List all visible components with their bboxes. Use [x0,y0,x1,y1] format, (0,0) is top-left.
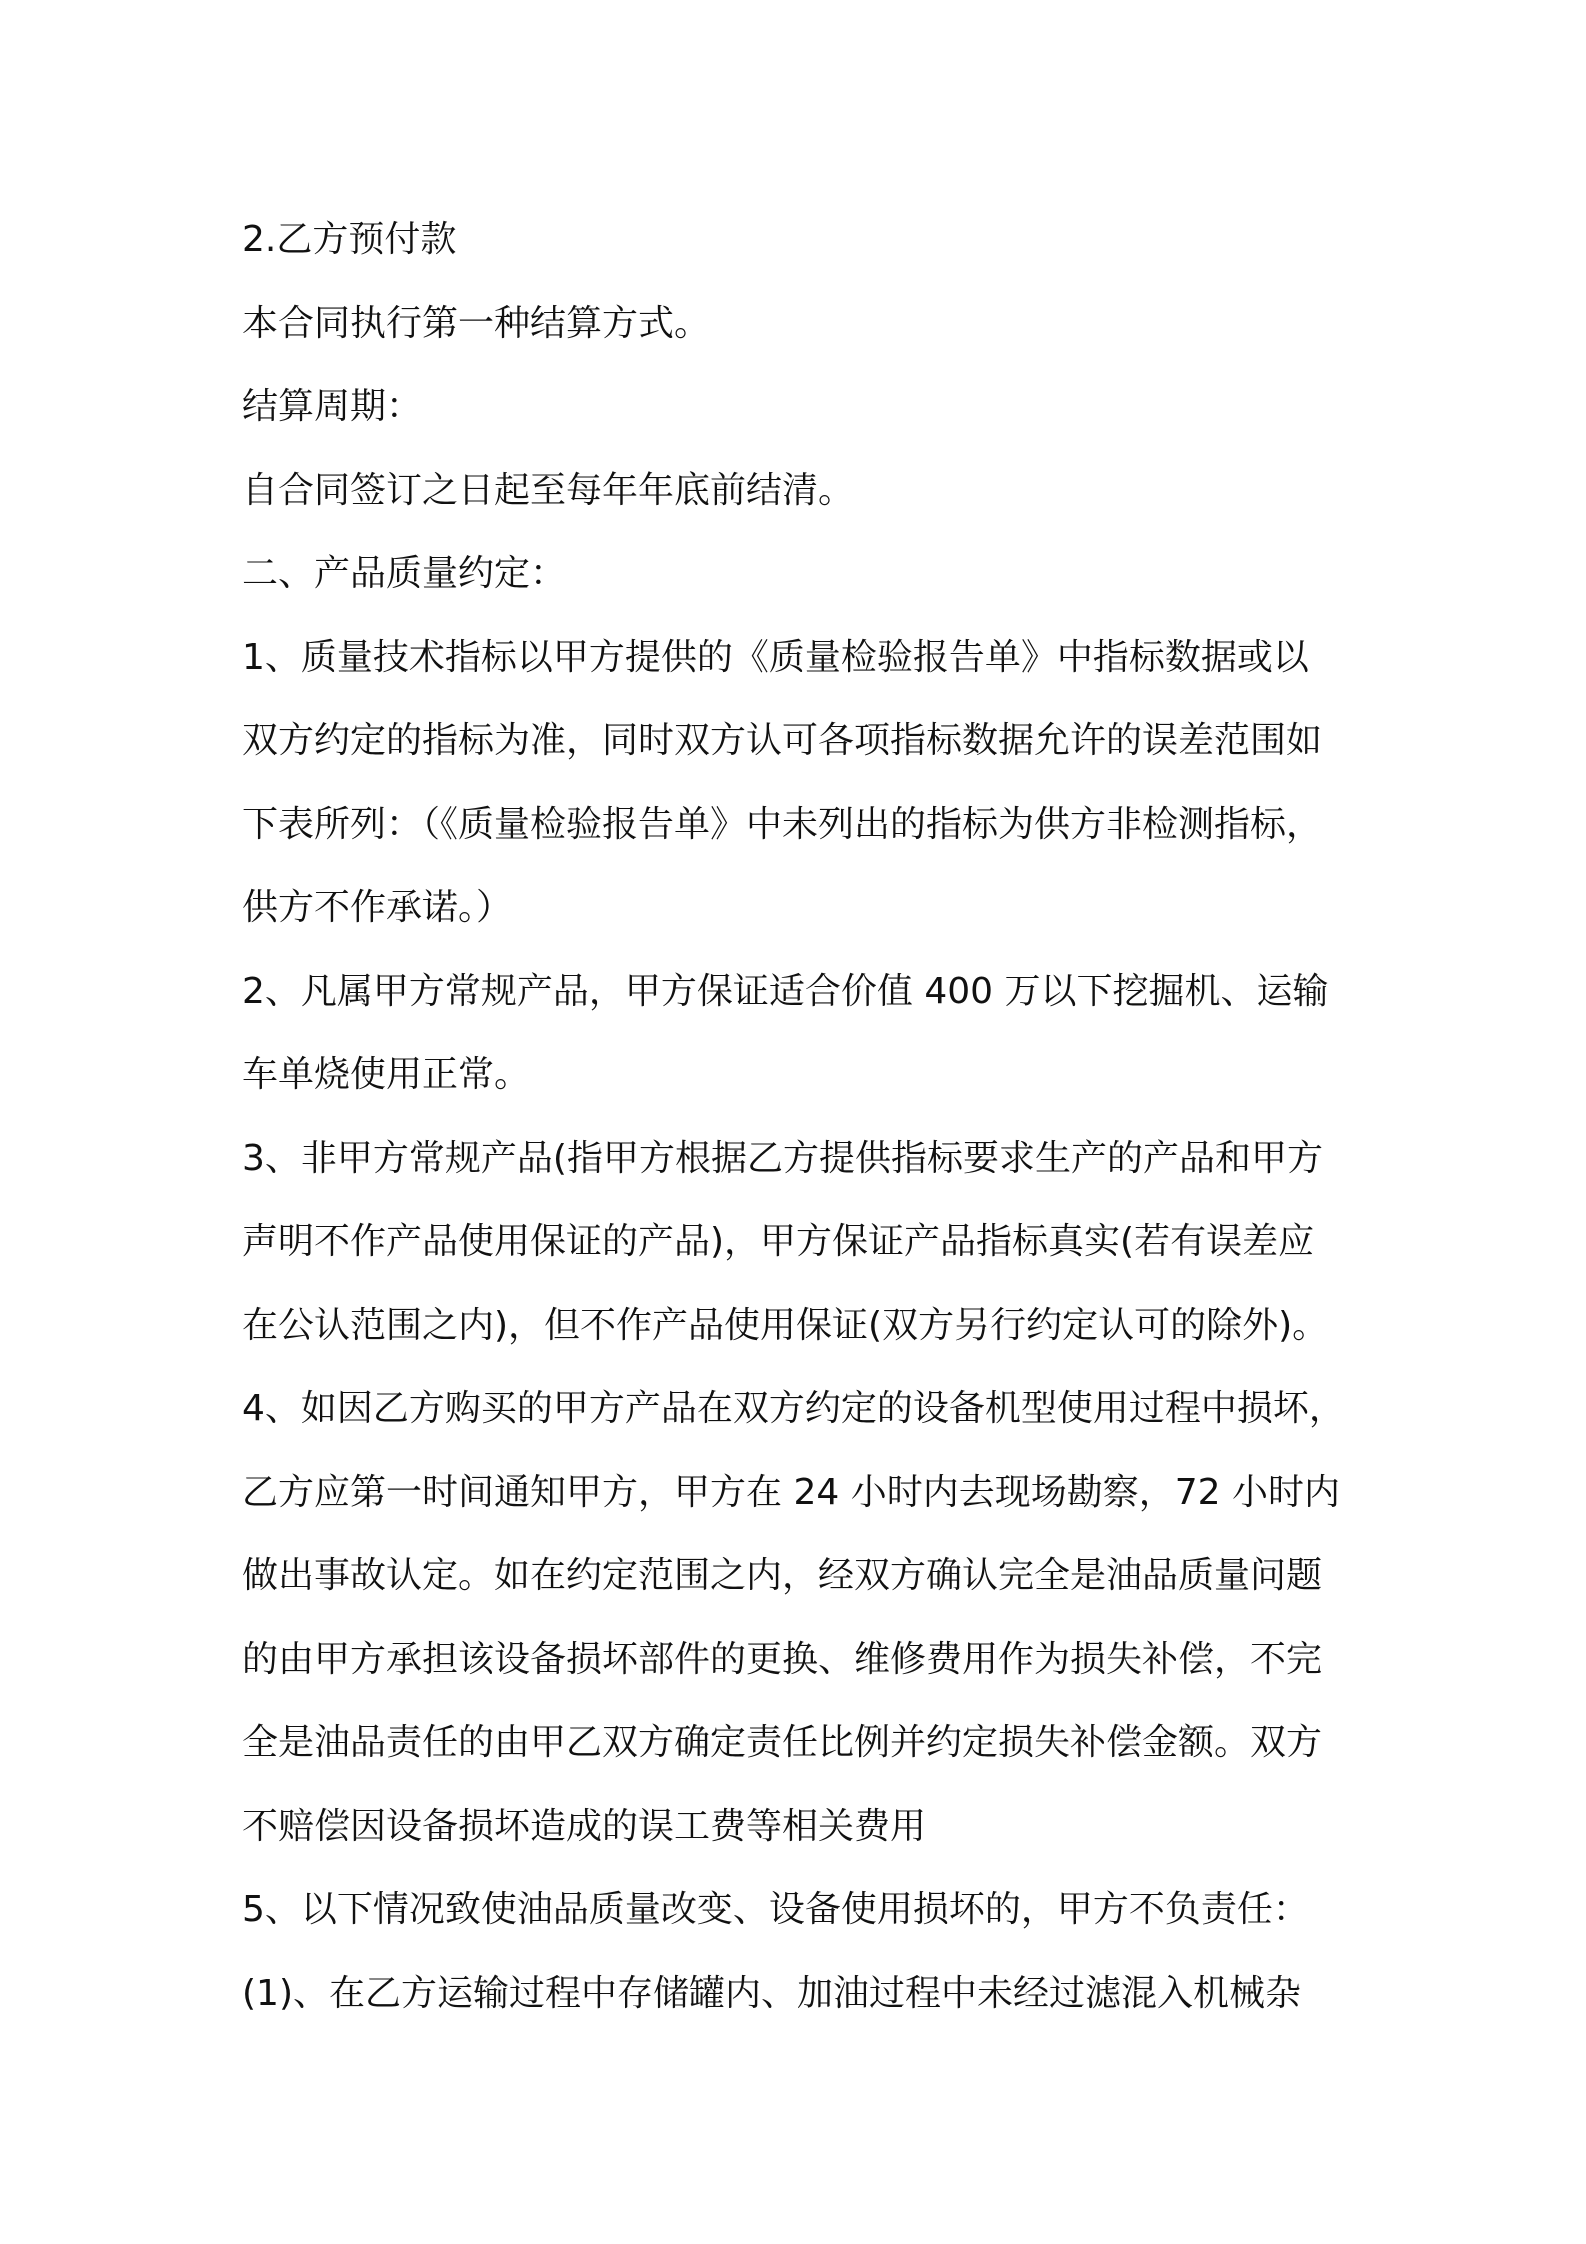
paragraph-line: 做出事故认定。如在约定范围之内，经双方确认完全是油品质量问题 [242,1555,1323,1596]
heading-prepayment: 2.乙方预付款 [242,219,457,260]
paragraph-line: 5、以下情况致使油品质量改变、设备使用损坏的，甲方不负责任： [242,1889,1309,1930]
paragraph-line: 在公认范围之内)，但不作产品使用保证(双方另行约定认可的除外)。 [242,1304,1329,1346]
paragraph-line: 车单烧使用正常。 [242,1054,531,1095]
paragraph-line: 不赔偿因设备损坏造成的误工费等相关费用 [242,1805,927,1847]
paragraph-line: 2、凡属甲方常规产品，甲方保证适合价值 400 万以下挖掘机、运输 [242,970,1329,1012]
paragraph-line: 供方不作承诺。） [242,887,513,928]
paragraph-line: 本合同执行第一种结算方式。 [242,302,711,344]
paragraph-line: 自合同签订之日起至每年年底前结清。 [242,469,855,511]
paragraph-line: 的由甲方承担该设备损坏部件的更换、维修费用作为损失补偿，不完 [242,1638,1323,1680]
paragraph-line: 乙方应第一时间通知甲方，甲方在 24 小时内去现场勘察，72 小时内 [242,1471,1340,1513]
paragraph-line: 1、质量技术指标以甲方提供的《质量检验报告单》中指标数据或以 [242,636,1309,678]
document-body [242,198,1372,2035]
paragraph-line: (1)、在乙方运输过程中存储罐内、加油过程中未经过滤混入机械杂 [242,1972,1301,2014]
paragraph-line: 下表所列：（《质量检验报告单》中未列出的指标为供方非检测指标， [242,803,1323,845]
paragraph-line: 声明不作产品使用保证的产品)，甲方保证产品指标真实(若有误差应 [242,1221,1315,1262]
section-heading-quality: 二、产品质量约定： [242,553,567,594]
paragraph-line: 全是油品责任的由甲乙双方确定责任比例并约定损失补偿金额。双方 [242,1722,1323,1763]
paragraph-line: 双方约定的指标为准，同时双方认可各项指标数据允许的误差范围如 [242,720,1323,761]
paragraph-line: 4、如因乙方购买的甲方产品在双方约定的设备机型使用过程中损坏， [242,1388,1345,1429]
paragraph-line: 结算周期： [242,386,423,427]
paragraph-line: 3、非甲方常规产品(指甲方根据乙方提供指标要求生产的产品和甲方 [242,1137,1323,1179]
